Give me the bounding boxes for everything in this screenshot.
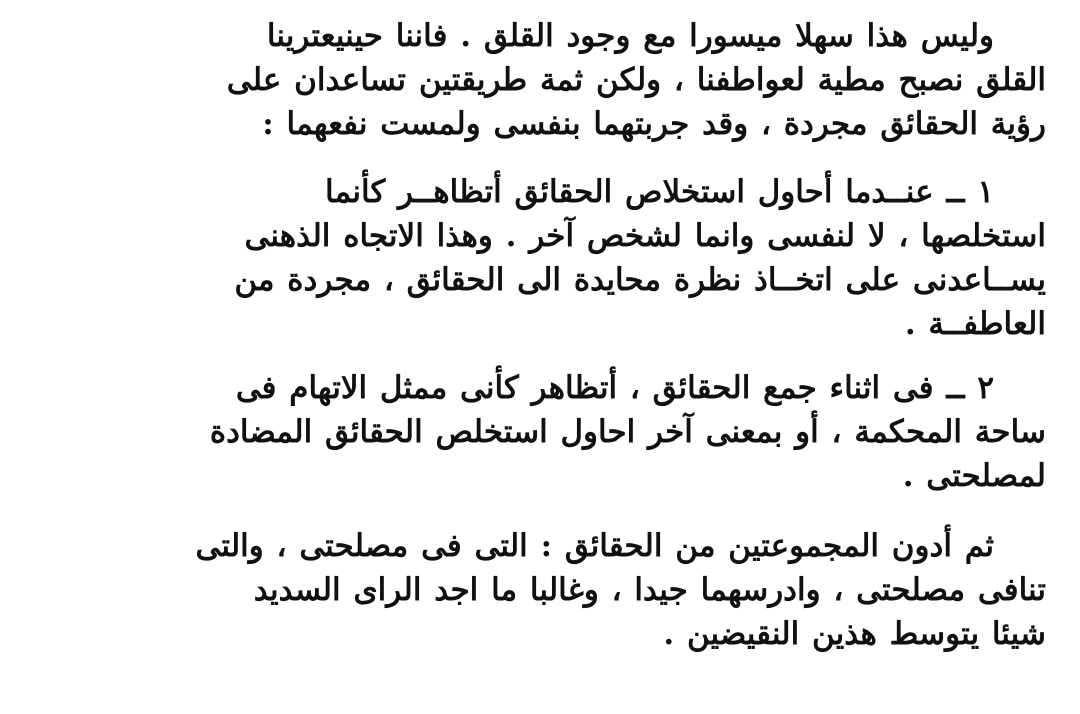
text-line: ثم أدون المجموعتين من الحقائق : التى فى مصلحتى ، والتى <box>195 528 994 564</box>
text-line: شيئا يتوسط هذين النقيضين . <box>663 616 1046 652</box>
paragraph-method-2 <box>132 366 1046 498</box>
text-line: وليس هذا سهلا ميسورا مع وجود القلق . فاننا حينيعترينا <box>266 18 994 54</box>
paragraph-conclusion <box>132 524 1046 656</box>
text-line: يســاعدنى على اتخــاذ نظرة محايدة الى الحقائق ، مجردة من <box>234 262 1046 298</box>
paragraph-method-1 <box>132 170 1046 346</box>
text-line: العاطفــة . <box>904 306 1046 342</box>
text-line: استخلصها ، لا لنفسى وانما لشخص آخر . وهذا الاتجاه الذهنى <box>244 218 1046 254</box>
text-line: ساحة المحكمة ، أو بمعنى آخر احاول استخلص الحقائق المضادة <box>209 414 1046 450</box>
text-line: القلق نصبح مطية لعواطفنا ، ولكن ثمة طريقتين تساعدان على <box>226 62 1046 98</box>
text-line: رؤية الحقائق مجردة ، وقد جربتهما بنفسى ولمست نفعهما : <box>262 106 1046 142</box>
text-line: ١ ــ عنــدما أحاول استخلاص الحقائق أتظاهــر كأنما <box>325 174 994 210</box>
text-line: لمصلحتى . <box>902 458 1046 494</box>
paragraph-intro <box>132 14 1046 146</box>
text-line: تنافى مصلحتى ، وادرسهما جيدا ، وغالبا ما اجد الراى السديد <box>253 572 1046 608</box>
text-line: ٢ ــ فى اثناء جمع الحقائق ، أتظاهر كأنى ممثل الاتهام فى <box>235 370 994 406</box>
document-page <box>132 14 1046 704</box>
